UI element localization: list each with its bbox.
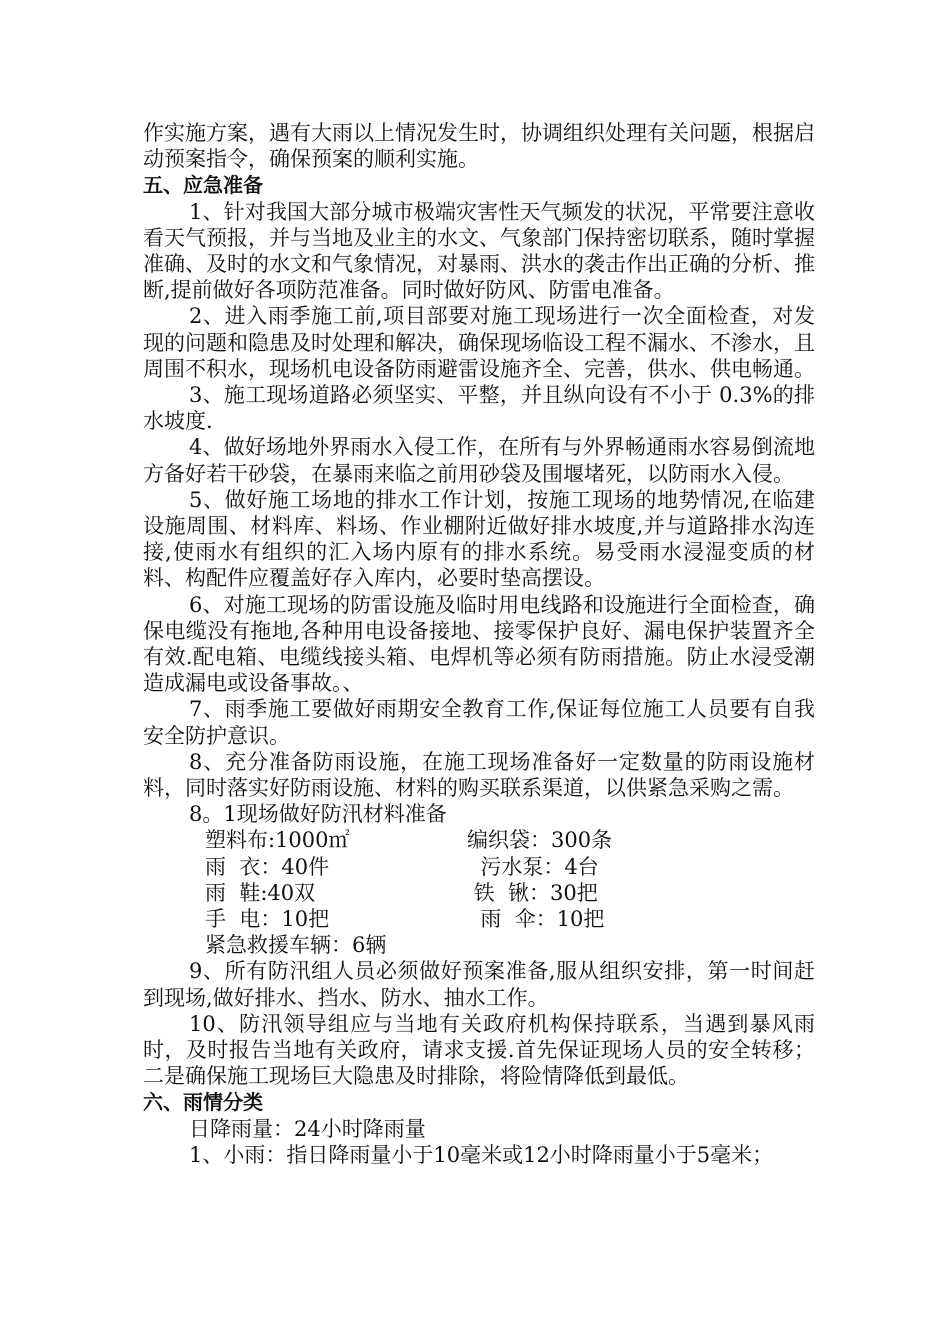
materials-list-title: 8。1现场做好防汛材料准备 [189,802,447,827]
materials-row [143,854,815,880]
section-heading-emergency-preparation: 五、应急准备 [143,173,263,198]
section-heading-rain-classification: 六、雨情分类 [143,1090,263,1115]
material-item: 塑料布:1000㎡ [205,828,350,853]
rain-class-light: 1、小雨：指日降雨量小于10毫米或12小时降雨量小于5毫米； [189,1142,774,1167]
paragraph-item-9: 9、所有防汛组人员必须做好预案准备,服从组织安排，第一时间赶到现场,做好排水、挡水、防水、抽水工作。 [143,959,815,1010]
rain-definition: 日降雨量：24小时降雨量 [189,1116,426,1141]
material-item: 雨 衣：40件 [205,854,330,879]
intro-paragraph: 作实施方案，遇有大雨以上情况发生时，协调组织处理有关问题，根据启动预案指令，确保预案的顺利实施。 [143,121,815,172]
paragraph-item-8: 8、充分准备防雨设施，在施工现场准备好一定数量的防雨设施材料，同时落实好防雨设施、材料的购买联系渠道，以供紧急采购之需。 [143,749,815,801]
material-item: 铁 锹：30把 [467,880,598,905]
paragraph-item-3: 3、施工现场道路必须坚实、平整，并且纵向设有不小于 0.3%的排水坡度. [143,383,815,434]
materials-row [143,880,815,906]
material-item: 污水泵：4台 [467,854,599,879]
paragraph-item-5: 5、做好施工场地的排水工作计划，按施工现场的地势情况,在临建设施周围、材料库、料场、作业棚附近做好排水坡度,并与道路排水沟连接,使雨水有组织的汇入场内原有的排水系统。易受雨水浸湿变质的材料、构配件应覆盖好存入库内，必要时垫高摆设。 [143,487,815,591]
material-item: 雨 伞：10把 [467,907,605,932]
materials-row [143,827,815,853]
paragraph-item-7: 7、雨季施工要做好雨期安全教育工作,保证每位施工人员要有自我安全防护意识。 [143,697,815,748]
paragraph-item-2: 2、进入雨季施工前,项目部要对施工现场进行一次全面检查，对发现的问题和隐患及时处理和解决，确保现场临设工程不漏水、不渗水，且周围不积水，现场机电设备防雨避雷设施齐全、完善，供水、供电畅通。 [143,304,815,381]
paragraph-item-10: 10、防汛领导组应与当地有关政府机构保持联系，当遇到暴风雨时，及时报告当地有关政府，请求支援.首先保证现场人员的安全转移；二是确保施工现场巨大隐患及时排除，将险情降低到最低。 [143,1011,815,1089]
paragraph-item-4: 4、做好场地外界雨水入侵工作，在所有与外界畅通雨水容易倒流地方备好若干砂袋，在暴雨来临之前用砂袋及围堰堵死，以防雨水入侵。 [143,435,815,486]
materials-row [143,906,815,932]
material-item: 手 电：10把 [205,907,330,932]
paragraph-item-1: 1、针对我国大部分城市极端灾害性天气频发的状况，平常要注意收看天气预报，并与当地及业主的水文、气象部门保持密切联系，随时掌握准确、及时的水文和气象情况，对暴雨、洪水的袭击作出正确的分析、推断,提前做好各项防范准备。同时做好防风、防雷电准备。 [143,199,815,303]
material-item: 紧急救援车辆：6辆 [205,933,387,958]
paragraph-item-6: 6、对施工现场的防雷设施及临时用电线路和设施进行全面检查，确保电缆没有拖地,各种用电设备接地、接零保护良好、漏电保护装置齐全有效.配电箱、电缆线接头箱、电焊机等必须有防雨措施。防止水浸受潮造成漏电或设备事故。、 [143,592,815,696]
document-page [143,120,815,1168]
material-item: 编织袋：300条 [467,828,613,853]
material-item: 雨 鞋:40双 [205,880,316,905]
